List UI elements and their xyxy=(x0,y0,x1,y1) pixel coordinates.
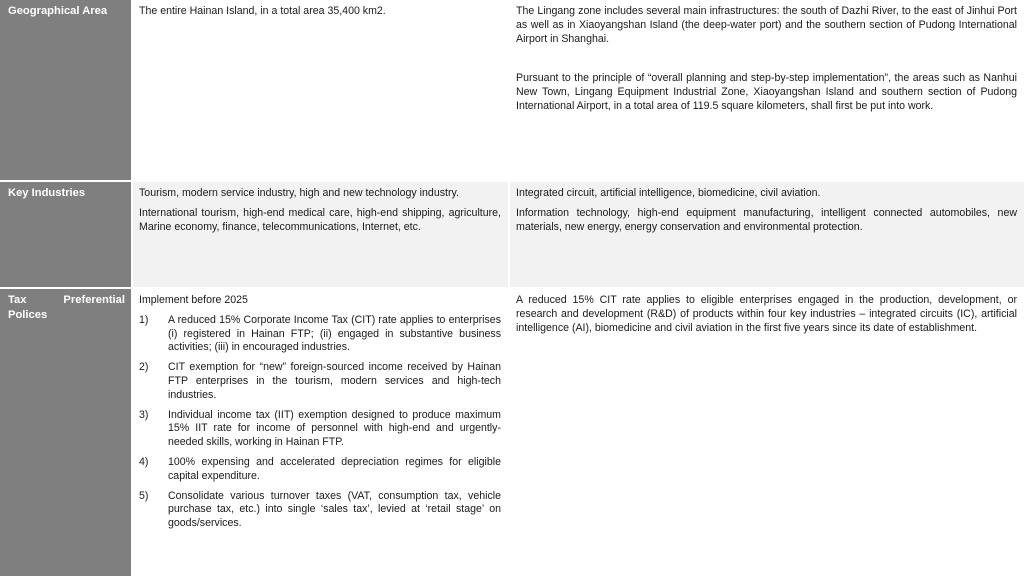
list-item-text: Consolidate various turnover taxes (VAT, consumption tax, vehicle purchase tax, etc.) into single ‘sales tax’, levied at ‘retail stage’ on goods/services. xyxy=(168,489,501,530)
list-item-number: 4) xyxy=(139,455,149,468)
list-item-text: A reduced 15% Corporate Income Tax (CIT) rate applies to enterprises (i) registered in Hainan FTP; (ii) engaged in substantive business activities; (iii) in encouraged industries. xyxy=(168,313,501,354)
list-item-text: CIT exemption for “new” foreign-sourced income received by Hainan FTP enterprises in the tourism, modern services and high-tech industries. xyxy=(168,361,501,401)
hainan-area-text: The entire Hainan Island, in a total area 35,400 km2. xyxy=(139,5,386,17)
hainan-tax-list xyxy=(139,314,501,531)
lingang-tax-cell xyxy=(510,289,1024,576)
list-item xyxy=(139,456,501,484)
hainan-industries-detail: International tourism, high-end medical care, high-end shipping, agriculture, Marine economy, finance, telecommunications, Internet, etc. xyxy=(139,206,501,233)
list-item xyxy=(139,490,501,531)
list-item xyxy=(139,409,501,450)
list-item-number: 2) xyxy=(139,361,149,374)
row-geographical-area xyxy=(0,0,1024,180)
list-item-text: Individual income tax (IIT) exemption designed to produce maximum 15% IIT rate for income of personnel with high-end and urgently-needed skills, working in Hainan FTP. xyxy=(168,408,501,449)
hainan-industries-summary: Tourism, modern service industry, high and new technology industry. xyxy=(139,187,459,199)
hainan-key-industries-cell xyxy=(133,182,508,287)
list-item-number: 5) xyxy=(139,489,149,502)
hainan-geographical-area-cell xyxy=(133,0,508,180)
list-item xyxy=(139,314,501,355)
lingang-area-paragraph-2: Pursuant to the principle of “overall planning and step-by-step implementation”, the areas such as Nanhui New Town, Lingang Equipment Industrial Zone, Xiaoyangshan Island and southern section of Pudong International Airport, in a total area of 119.5 square kilometers, shall first be put into work. xyxy=(516,72,1017,112)
lingang-industries-detail: Information technology, high-end equipment manufacturing, intelligent connected automobiles, new materials, new energy, energy conservation and environmental protection. xyxy=(516,206,1017,233)
lingang-geographical-area-cell xyxy=(510,0,1024,180)
hainan-tax-cell xyxy=(133,289,508,576)
list-item-number: 3) xyxy=(139,408,149,421)
row-header-tax-preferential-polices: Tax Preferential Polices xyxy=(0,289,131,576)
row-header-geographical-area: Geographical Area xyxy=(0,0,131,180)
list-item xyxy=(139,361,501,402)
hainan-tax-intro: Implement before 2025 xyxy=(139,294,248,306)
list-item-number: 1) xyxy=(139,313,149,326)
list-item-text: 100% expensing and accelerated depreciation regimes for eligible capital expenditure. xyxy=(168,455,501,482)
lingang-tax-text: A reduced 15% CIT rate applies to eligible enterprises engaged in the production, development, or research and development (R&D) of products within four key industries – integrated circuits (IC), artificial intelligence (AI), biomedicine and civil aviation in the first five years since its date of establishment. xyxy=(516,294,1017,334)
row-tax-preferential-polices xyxy=(0,289,1024,576)
lingang-key-industries-cell xyxy=(510,182,1024,287)
row-key-industries xyxy=(0,182,1024,287)
lingang-industries-summary: Integrated circuit, artificial intelligence, biomedicine, civil aviation. xyxy=(516,187,821,199)
lingang-area-paragraph-1: The Lingang zone includes several main infrastructures: the south of Dazhi River, to the east of Jinhui Port as well as in Xiaoyangshan Island (the deep-water port) and the southern section of Pudong International Airport in Shanghai. xyxy=(516,5,1017,45)
row-header-key-industries: Key Industries xyxy=(0,182,131,287)
